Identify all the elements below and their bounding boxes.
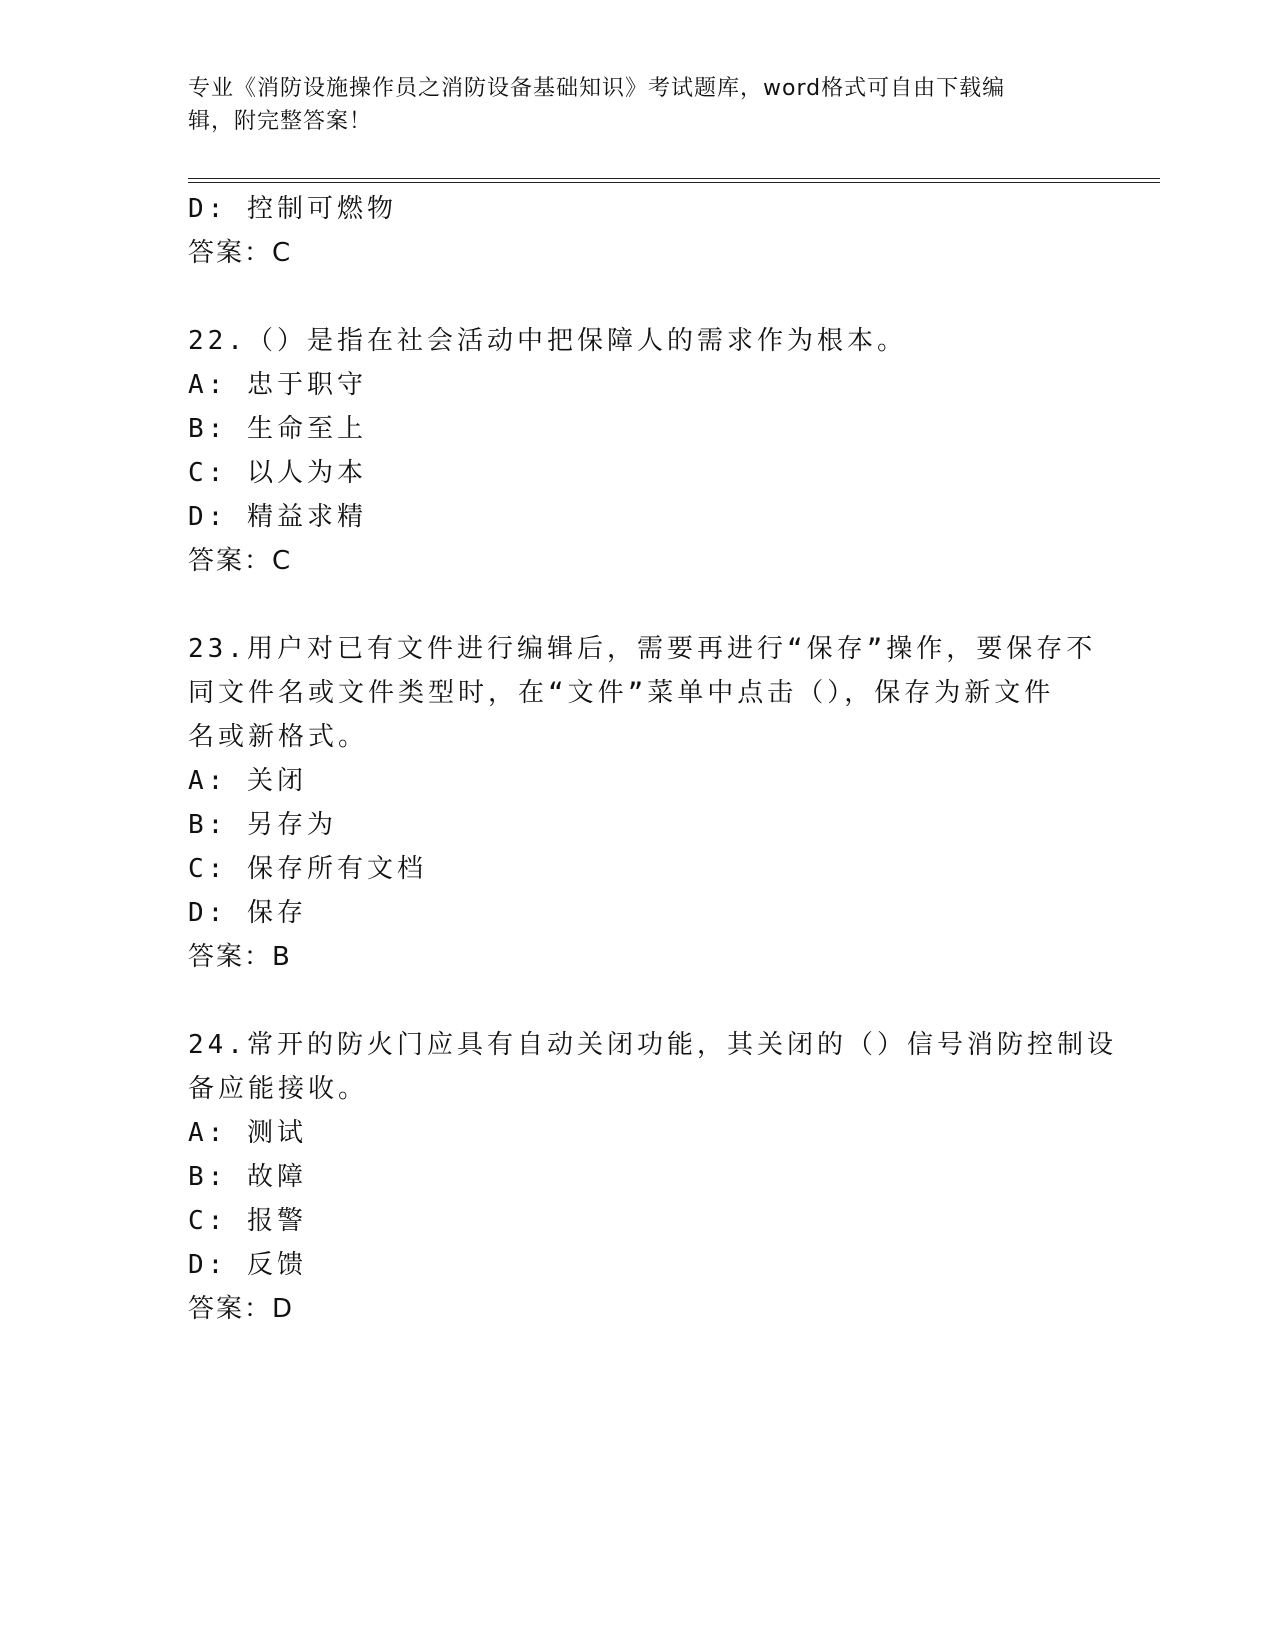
- header-line-2: 辑，附完整答案！: [188, 109, 373, 134]
- q23-stem-line-3: 名或新格式。: [188, 722, 369, 752]
- q23-stem-line-2: 同文件名或文件类型时，在“文件”菜单中点击（），保存为新文件: [188, 678, 1055, 708]
- q24-option-d: D: 反馈: [188, 1250, 307, 1280]
- header-line-1: 专业《消防设施操作员之消防设备基础知识》考试题库，word格式可自由下载编: [188, 76, 1006, 101]
- q23-answer: 答案：B: [188, 942, 292, 972]
- document-header: [188, 72, 1088, 138]
- q21-option-d: D: 控制可燃物: [188, 194, 397, 224]
- header-divider: [188, 178, 1160, 183]
- q23-stem-line-1: 23.用户对已有文件进行编辑后，需要再进行“保存”操作，要保存不: [188, 634, 1097, 664]
- q24-option-a: A: 测试: [188, 1118, 307, 1148]
- q23-option-c: C: 保存所有文档: [188, 854, 427, 884]
- q22-option-b: B: 生命至上: [188, 414, 367, 444]
- q24-option-b: B: 故障: [188, 1162, 307, 1192]
- q24-option-c: C: 报警: [188, 1206, 307, 1236]
- q24-stem-line-1: 24.常开的防火门应具有自动关闭功能，其关闭的（）信号消防控制设: [188, 1030, 1117, 1060]
- q23-option-d: D: 保存: [188, 898, 307, 928]
- q24-stem-line-2: 备应能接收。: [188, 1074, 369, 1104]
- q23-option-b: B: 另存为: [188, 810, 337, 840]
- q22-option-a: A: 忠于职守: [188, 370, 367, 400]
- q22-answer: 答案：C: [188, 546, 293, 576]
- q22-option-d: D: 精益求精: [188, 502, 367, 532]
- q22-stem: 22.（）是指在社会活动中把保障人的需求作为根本。: [188, 326, 907, 356]
- q22-option-c: C: 以人为本: [188, 458, 367, 488]
- q21-answer: 答案：C: [188, 238, 293, 268]
- q23-option-a: A: 关闭: [188, 766, 307, 796]
- q24-answer: 答案：D: [188, 1294, 295, 1324]
